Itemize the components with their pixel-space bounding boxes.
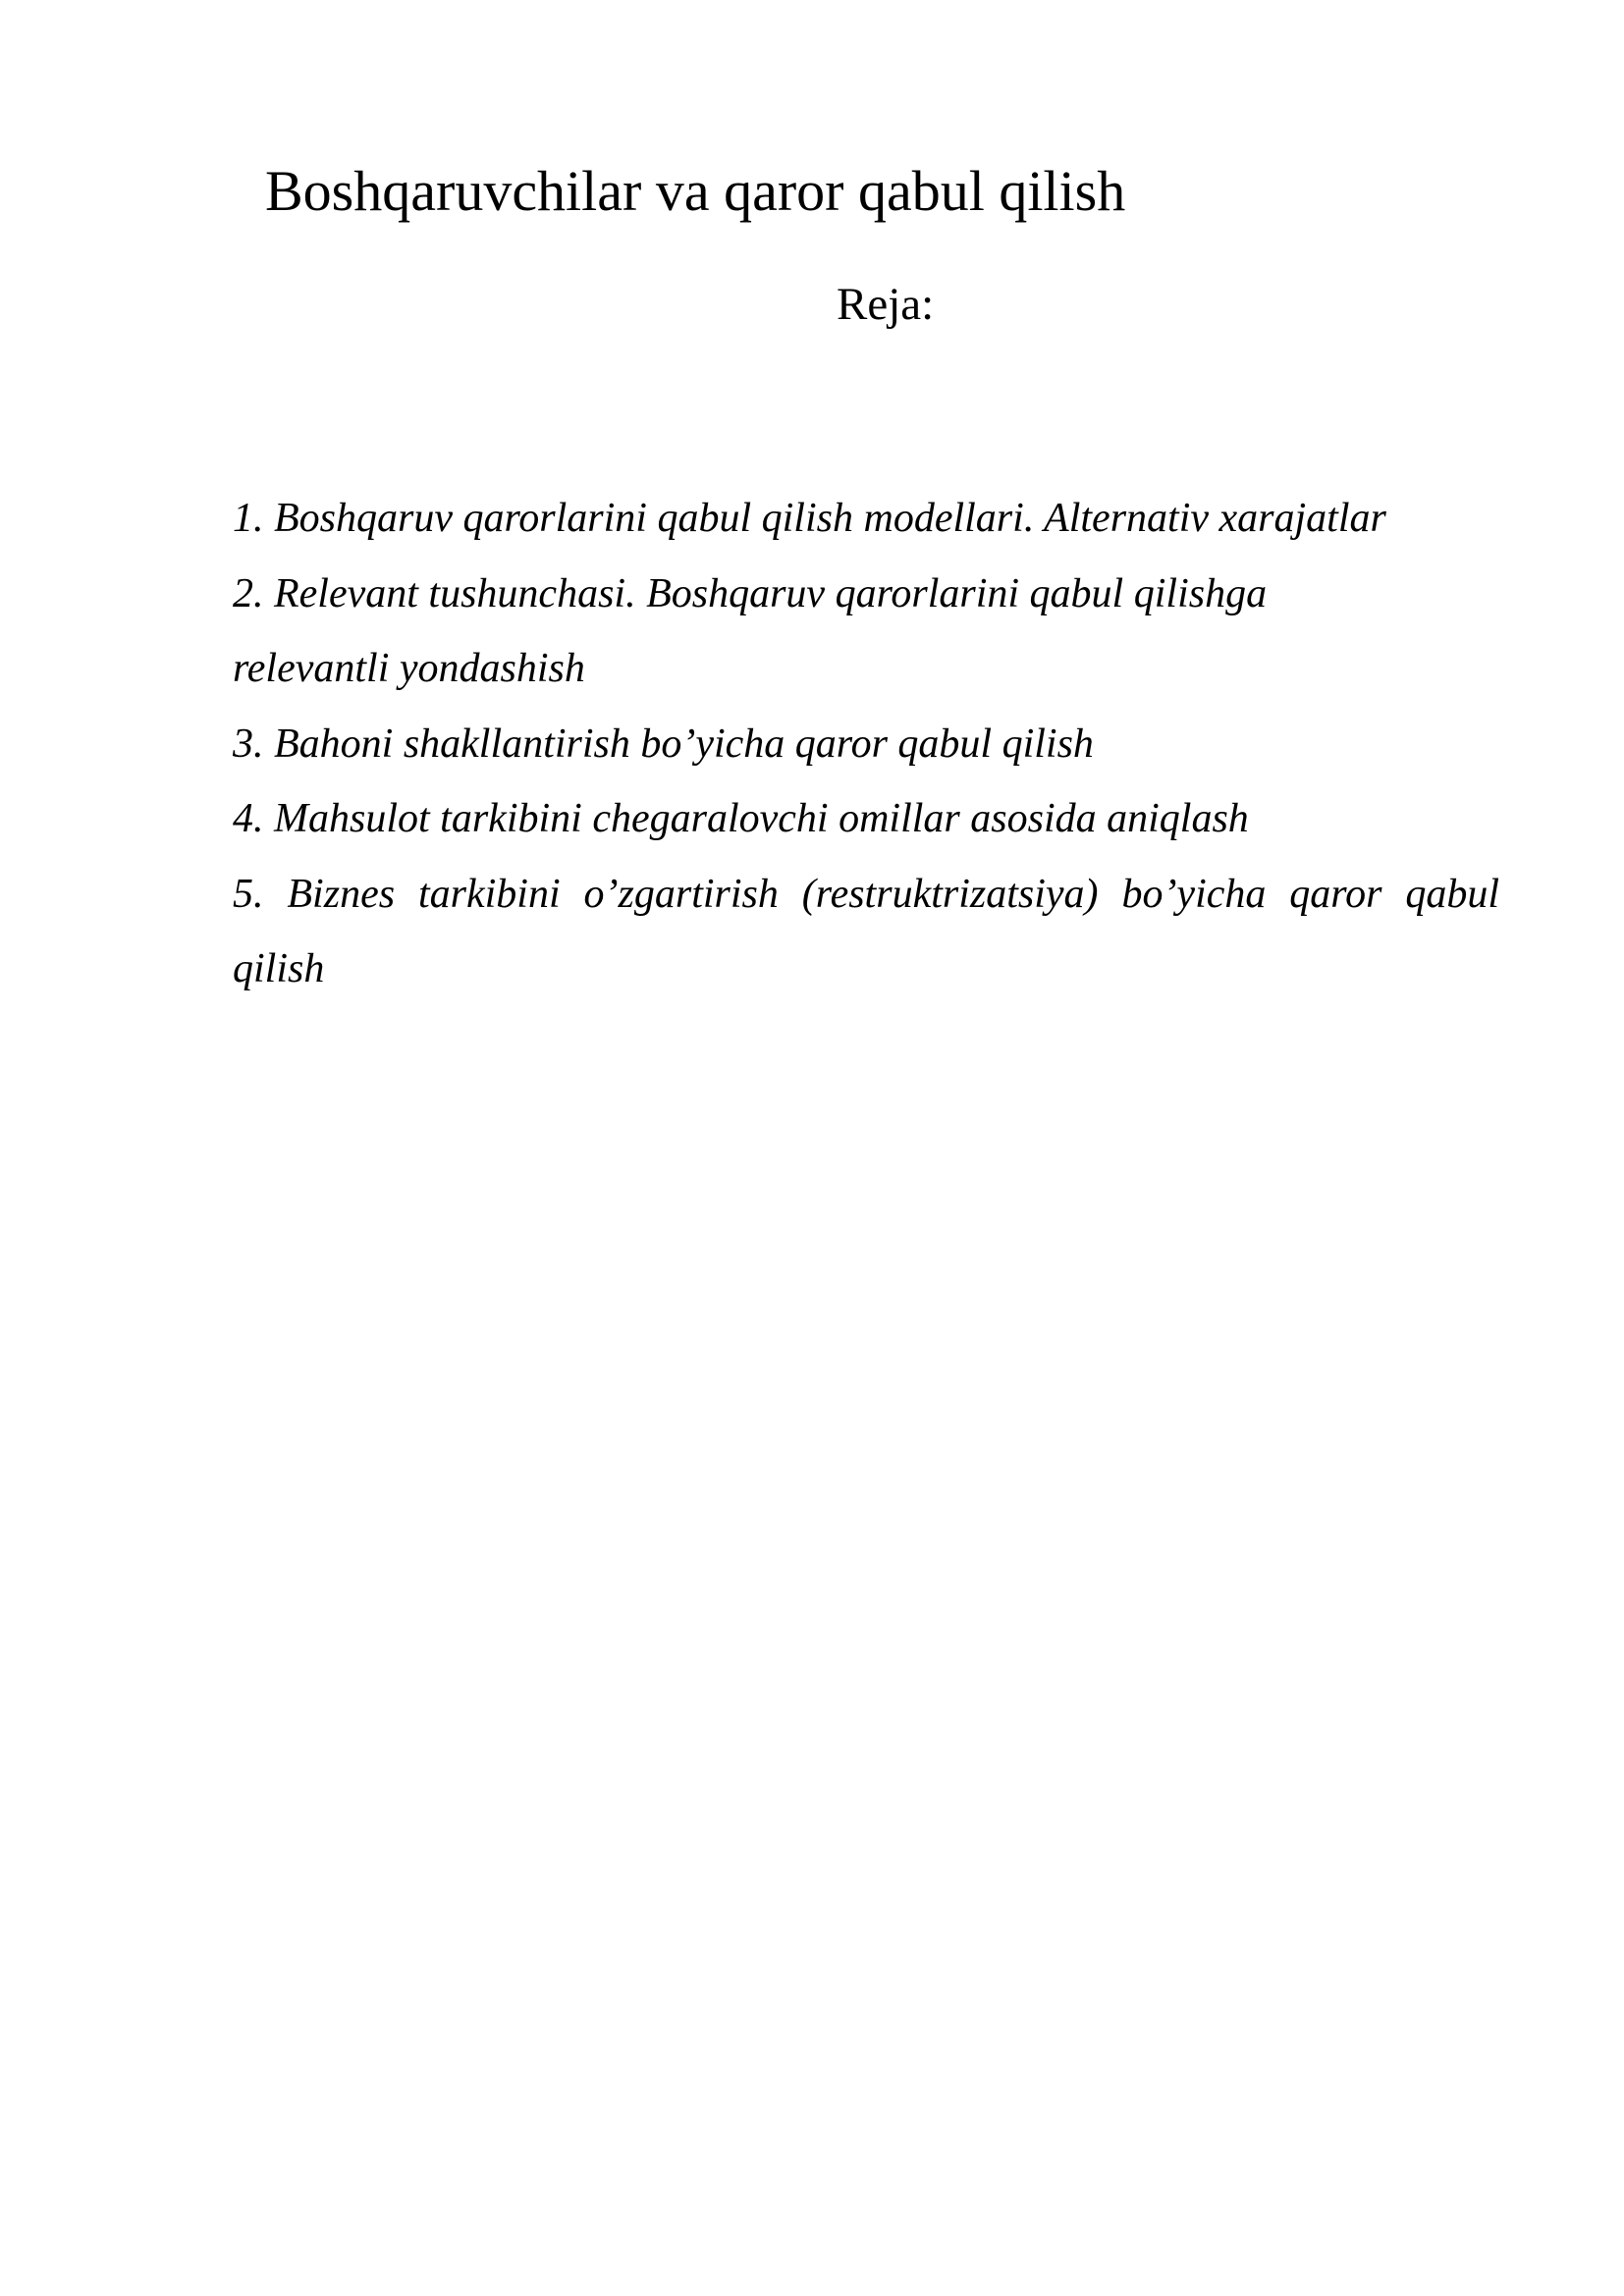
plan-item-2 bbox=[233, 557, 1499, 707]
plan-list bbox=[233, 481, 1499, 1007]
plan-item-line: 5. Biznes tarkibini o’zgartirish (restruktrizatsiya) bo’yicha qaror qabul bbox=[233, 871, 1499, 917]
page-title: Boshqaruvchilar va qaror qabul qilish bbox=[265, 159, 1126, 223]
plan-item-3 bbox=[233, 707, 1499, 782]
plan-item-line: 3. Bahoni shakllantirish bo’yicha qaror qabul qilish bbox=[233, 721, 1094, 767]
plan-item-line: relevantli yondashish bbox=[233, 646, 585, 691]
plan-item-line: qilish bbox=[233, 946, 325, 991]
plan-item-line: 2. Relevant tushunchasi. Boshqaruv qarorlarini qabul qilishga bbox=[233, 570, 1268, 616]
plan-item-5 bbox=[233, 857, 1499, 1007]
plan-heading: Reja: bbox=[837, 279, 935, 330]
plan-item-line: 1. Boshqaruv qarorlarini qabul qilish modellari. Alternativ xarajatlar bbox=[233, 496, 1386, 541]
plan-item-1 bbox=[233, 481, 1499, 557]
plan-item-4 bbox=[233, 781, 1499, 857]
plan-item-line: 4. Mahsulot tarkibini chegaralovchi omillar asosida aniqlash bbox=[233, 796, 1249, 841]
